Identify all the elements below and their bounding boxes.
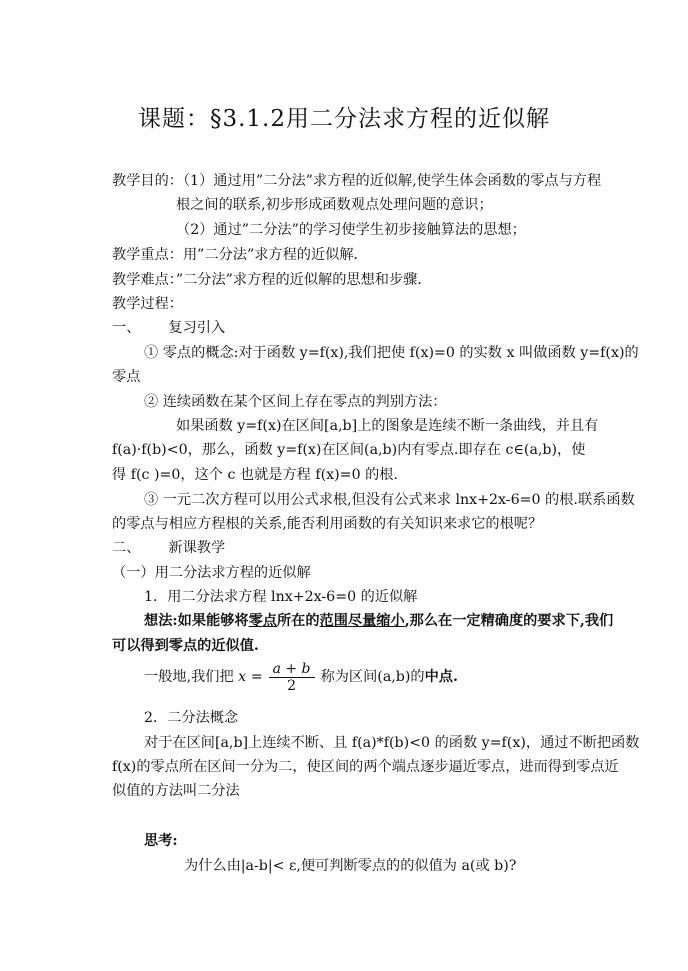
section1-num: 一、 <box>112 320 141 336</box>
definition-line2: f(x)的零点所在区间一分为二，使区间的两个端点逐步逼近零点，进而得到零点近 <box>112 759 619 775</box>
section1-heading <box>112 318 225 338</box>
idea-text-c: ,那么在一定精确度的要求下,我们 <box>404 613 614 629</box>
thinking-label: 思考: <box>144 833 178 849</box>
judgement-line2: f(a)·f(b)<0，那么，函数 y=f(x)在区间(a,b)内有零点.即存在 c∈(a,b)，使 <box>112 442 586 458</box>
midpoint-line <box>144 660 458 694</box>
item2-heading: 2．二分法概念 <box>144 710 239 726</box>
difficulties: 教学难点：”二分法”求方程的近似解的思想和步骤． <box>112 272 432 288</box>
judgement-line3: 得 f(c )=0，这个 c 也就是方程 f(x)=0 的根. <box>112 467 398 483</box>
fraction-denominator: 2 <box>287 677 297 694</box>
midpoint-fraction <box>269 661 315 694</box>
zero-concept-line1: ① 零点的概念:对于函数 y=f(x),我们把使 f(x)=0 的实数 x 叫做函数 y=f(x)的 <box>144 345 639 361</box>
item1-heading: 1．用二分法求方程 lnx+2x-6=0 的近似解 <box>144 589 418 605</box>
thinking-question: 为什么由|a-b|< ε,便可判断零点的的似值为 a(或 b)? <box>184 858 517 874</box>
section1-text: 复习引入 <box>168 320 226 336</box>
judgement-method: ② 连续函数在某个区间上存在零点的判别方法： <box>144 394 447 410</box>
quadratic-line1: ③ 一元二次方程可以用公式求根,但没有公式来求 lnx+2x-6=0 的根.联系函数 <box>144 492 635 508</box>
goals-line-1 <box>112 171 601 191</box>
idea-text-b: 所在的 <box>276 613 320 629</box>
section2-num: 二、 <box>112 540 141 556</box>
idea-underline-2: 范围尽量缩小 <box>319 613 405 629</box>
idea-text-a: 如果能够将 <box>177 613 249 629</box>
idea-underline-1: 零点 <box>248 613 277 629</box>
midpoint-end: . <box>452 669 458 685</box>
idea-line1 <box>144 611 613 631</box>
process-label: 教学过程： <box>112 296 183 312</box>
goals-item1-line2: 根之间的联系,初步形成函数观点处理问题的意识； <box>176 197 493 213</box>
midpoint-bold: 中点 <box>424 669 453 685</box>
goals-item2: （2）通过”二分法”的学习使学生初步接触算法的思想； <box>176 222 526 238</box>
idea-label: 想法: <box>144 613 178 629</box>
goals-item1-line1: （1）通过用”二分法”求方程的近似解,使学生体会函数的零点与方程 <box>182 173 602 189</box>
fraction-numerator: a + b <box>269 661 315 678</box>
midpoint-text-2: 称为区间(a,b)的 <box>320 669 425 685</box>
page-title: 课题：§3.1.2用二分法求方程的近似解 <box>137 106 551 132</box>
definition-line3: 似值的方法叫二分法 <box>112 783 240 799</box>
section2-text: 新课教学 <box>168 540 226 556</box>
zero-concept-line2: 零点 <box>112 369 141 385</box>
subsection-heading: （一）用二分法求方程的近似解 <box>112 565 311 581</box>
section2-heading <box>112 538 225 558</box>
quadratic-line2: 的零点与相应方程根的关系,能否利用函数的有关知识来求它的根呢？ <box>112 516 543 532</box>
midpoint-eq: = <box>250 669 263 685</box>
judgement-line1: 如果函数 y=f(x)在区间[a,b]上的图象是连续不断一条曲线，并且有 <box>176 418 599 434</box>
definition-line1: 对于在区间[a,b]上连续不断、且 f(a)*f(b)<0 的函数 y=f(x)，通过不断把函数 <box>144 735 640 751</box>
midpoint-text: 一般地,我们把 <box>144 669 234 685</box>
key-points: 教学重点：用”二分法”求方程的近似解． <box>112 247 368 263</box>
goals-label: 教学目的： <box>112 173 183 189</box>
idea-line2: 可以得到零点的近似值. <box>112 638 259 654</box>
midpoint-x: x <box>238 669 247 685</box>
